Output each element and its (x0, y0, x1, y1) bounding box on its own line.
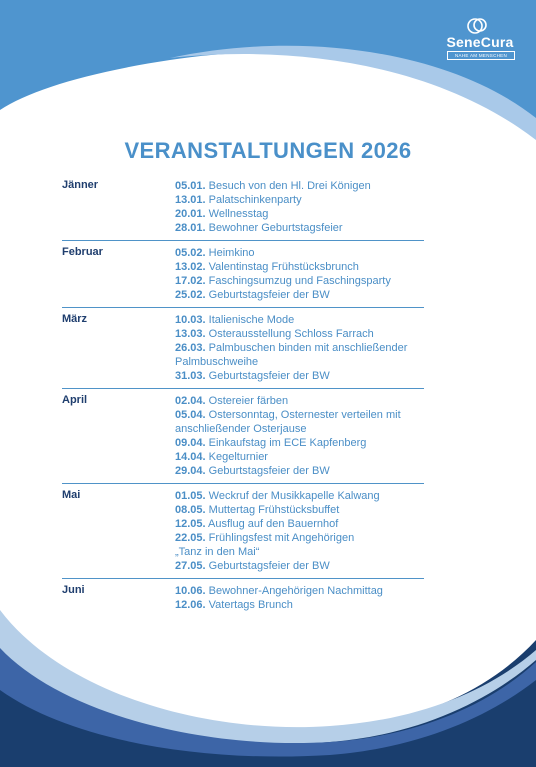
event-text: Valentinstag Frühstücksbrunch (208, 261, 359, 273)
event-text: Ausflug auf den Bauernhof (208, 518, 339, 530)
event-date: 25.02. (175, 289, 206, 301)
event-text: Palatschinkenparty (208, 194, 302, 206)
event-date: 22.05. (175, 532, 206, 544)
event-item (175, 274, 424, 288)
event-date: 26.03. (175, 342, 206, 354)
event-date: 05.02. (175, 247, 206, 259)
event-date: 27.05. (175, 560, 206, 572)
event-text: Weckruf der Musikkapelle Kalwang (208, 490, 380, 502)
month-section (62, 388, 424, 483)
month-name: März (62, 313, 88, 325)
event-date: 05.04. (175, 409, 206, 421)
event-item (175, 207, 424, 221)
event-date: 29.04. (175, 465, 206, 477)
event-text: Vatertags Brunch (208, 599, 293, 611)
event-text: Kegelturnier (208, 451, 268, 463)
event-text: Wellnesstag (208, 208, 269, 220)
event-text: Italienische Mode (208, 314, 295, 326)
event-item (175, 193, 424, 207)
event-item (175, 598, 424, 612)
event-text: Palmbuschweihe (175, 356, 259, 368)
event-item (175, 422, 424, 436)
event-item (175, 464, 424, 478)
event-text: anschließender Osterjause (175, 423, 307, 435)
event-item (175, 327, 424, 341)
month-name: April (62, 394, 88, 406)
event-text: Osterausstellung Schloss Farrach (208, 328, 374, 340)
event-item (175, 545, 424, 559)
event-item (175, 313, 424, 327)
event-item (175, 179, 424, 193)
event-item (175, 408, 424, 422)
month-section (62, 307, 424, 388)
event-date: 10.03. (175, 314, 206, 326)
event-item (175, 221, 424, 235)
event-item (175, 288, 424, 302)
event-date: 13.01. (175, 194, 206, 206)
event-list (175, 489, 424, 573)
event-text: Muttertag Frühstücksbuffet (208, 504, 340, 516)
event-date: 08.05. (175, 504, 206, 516)
event-item (175, 436, 424, 450)
event-text: Einkaufstag im ECE Kapfenberg (208, 437, 367, 449)
event-text: Geburtstagsfeier der BW (208, 370, 330, 382)
event-text: Ostereier färben (208, 395, 289, 407)
event-list (175, 584, 424, 612)
event-text: Ostersonntag, Osternester verteilen mit (208, 409, 401, 421)
month-section (62, 240, 424, 307)
event-text: Palmbuschen binden mit anschließender (208, 342, 408, 354)
event-item (175, 394, 424, 408)
event-date: 12.06. (175, 599, 206, 611)
event-list (175, 313, 424, 383)
event-text: Geburtstagsfeier der BW (208, 465, 330, 477)
page-title: VERANSTALTUNGEN 2026 (124, 138, 412, 163)
event-date: 31.03. (175, 370, 206, 382)
event-date: 20.01. (175, 208, 206, 220)
event-item (175, 517, 424, 531)
events-calendar (62, 179, 424, 617)
month-name: Jänner (62, 179, 99, 191)
brand-tagline: NAHE AM MENSCHEN (447, 51, 515, 60)
event-list (175, 394, 424, 478)
event-date: 28.01. (175, 222, 206, 234)
event-text: Faschingsumzug und Faschingsparty (208, 275, 391, 287)
event-date: 01.05. (175, 490, 206, 502)
event-item (175, 503, 424, 517)
event-item (175, 584, 424, 598)
event-text: „Tanz in den Mai“ (175, 546, 260, 558)
event-item (175, 260, 424, 274)
event-item (175, 489, 424, 503)
event-list (175, 179, 424, 235)
event-text: Besuch von den Hl. Drei Königen (208, 180, 371, 192)
event-date: 10.06. (175, 585, 206, 597)
event-date: 12.05. (175, 518, 206, 530)
month-section (62, 483, 424, 578)
event-date: 02.04. (175, 395, 206, 407)
month-name: Februar (62, 246, 103, 258)
event-date: 14.04. (175, 451, 206, 463)
event-item (175, 531, 424, 545)
logo-circles-icon (464, 16, 490, 36)
event-list (175, 246, 424, 302)
event-text: Bewohner-Angehörigen Nachmittag (208, 585, 383, 597)
event-item (175, 246, 424, 260)
event-item (175, 341, 424, 355)
month-name: Mai (62, 489, 81, 501)
event-date: 13.03. (175, 328, 206, 340)
event-text: Heimkino (208, 247, 255, 259)
event-text: Geburtstagsfeier der BW (208, 560, 330, 572)
brand-logo (444, 16, 516, 58)
event-date: 13.02. (175, 261, 206, 273)
event-date: 05.01. (175, 180, 206, 192)
event-item (175, 369, 424, 383)
month-section (62, 578, 424, 617)
month-name: Juni (62, 584, 85, 596)
event-date: 09.04. (175, 437, 206, 449)
event-text: Geburtstagsfeier der BW (208, 289, 330, 301)
event-text: Bewohner Geburtstagsfeier (208, 222, 343, 234)
brand-name: SeneCura (446, 34, 514, 50)
month-section (62, 179, 424, 240)
event-item (175, 450, 424, 464)
event-item (175, 355, 424, 369)
event-text: Frühlingsfest mit Angehörigen (208, 532, 355, 544)
event-date: 17.02. (175, 275, 206, 287)
event-item (175, 559, 424, 573)
